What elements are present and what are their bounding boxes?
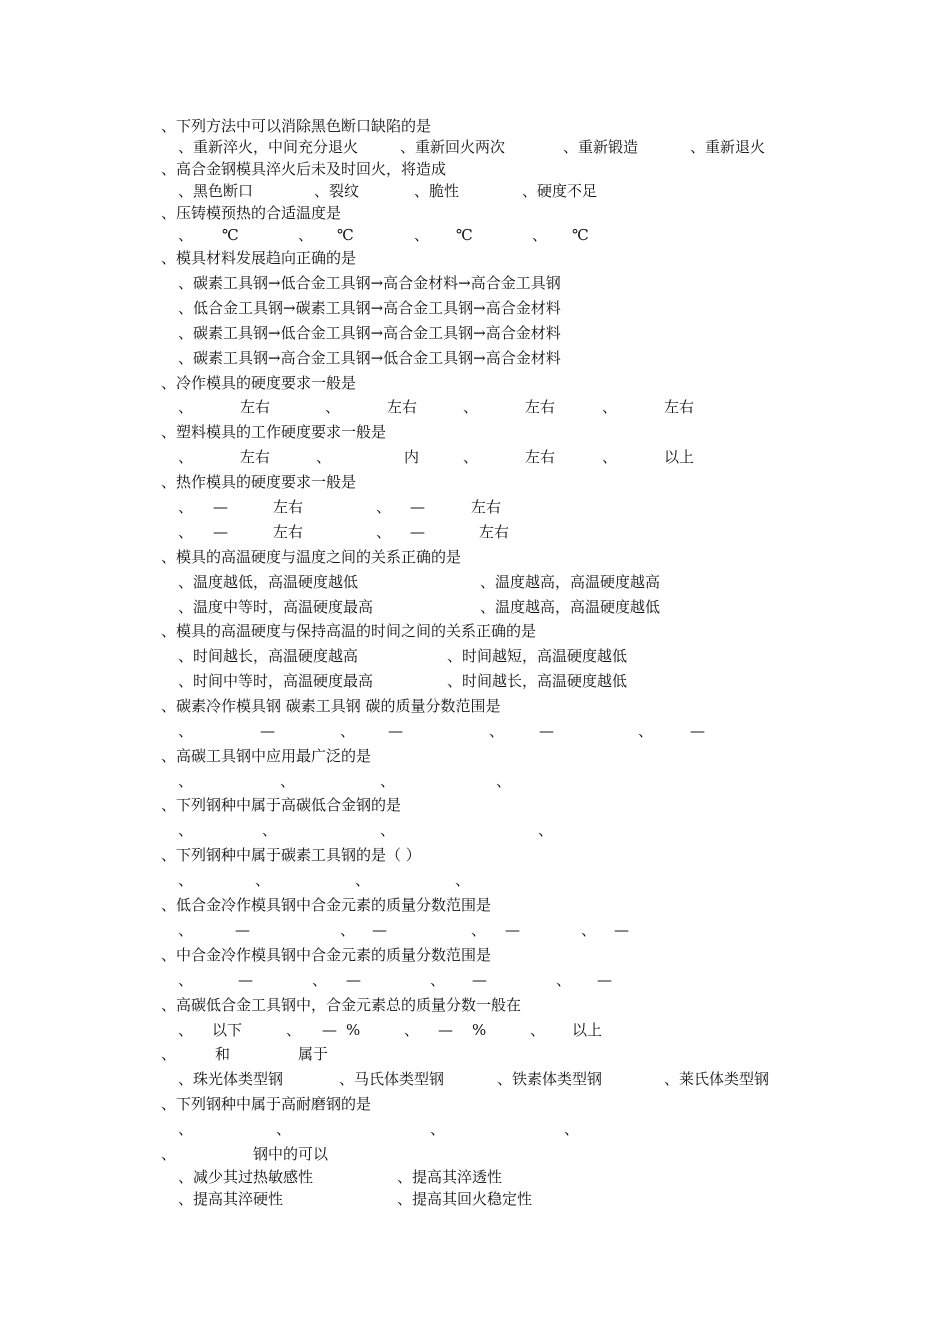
option: 、 xyxy=(316,448,332,466)
option: 左右 xyxy=(479,523,510,541)
option: % xyxy=(472,1021,487,1039)
option: 以下 xyxy=(212,1021,243,1039)
option: 、时间越长，高温硬度越高 xyxy=(178,647,359,665)
question-stem: 、下列钢种中属于碳素工具钢的是（ ） xyxy=(161,846,421,864)
option: 左右 xyxy=(387,398,418,416)
option: 、黑色断口 xyxy=(178,182,254,200)
option: 、重新回火两次 xyxy=(400,138,506,156)
option: 、 xyxy=(178,722,194,740)
question-stem: 、热作模具的硬度要求一般是 xyxy=(161,473,357,491)
option: 、 xyxy=(178,1021,194,1039)
option: 、 xyxy=(376,498,392,516)
option: 左右 xyxy=(240,398,271,416)
option: 、 xyxy=(489,722,505,740)
question-stem: 可以 xyxy=(298,1145,329,1163)
option: 、莱氏体类型钢 xyxy=(664,1070,770,1088)
option: 左右 xyxy=(664,398,695,416)
option: 、 xyxy=(638,722,654,740)
option: 、 xyxy=(298,226,314,244)
question-stem: 钢中的 xyxy=(253,1145,299,1163)
option: — xyxy=(472,971,487,989)
question-stem: 和 xyxy=(215,1045,231,1063)
option: 、 xyxy=(262,821,278,839)
option: 、 xyxy=(178,448,194,466)
question-stem: 、高碳低合金工具钢中，合金元素总的质量分数一般在 xyxy=(161,996,522,1014)
option: 、 xyxy=(255,871,271,889)
question-stem: 、 xyxy=(161,1145,177,1163)
option: — xyxy=(388,722,403,740)
option: 、 xyxy=(178,921,194,939)
option: — xyxy=(410,498,425,516)
option: 、温度越低，高温硬度越低 xyxy=(178,573,359,591)
option: — xyxy=(260,722,275,740)
option: 、 xyxy=(471,921,487,939)
option: 、碳素工具钢→低合金工具钢→高合金工具钢→高合金材料 xyxy=(178,324,561,342)
question-stem: 、模具的高温硬度与保持高温的时间之间的关系正确的是 xyxy=(161,622,537,640)
option: 、 xyxy=(276,1120,292,1138)
option: 、 xyxy=(376,523,392,541)
question-stem: 、模具的高温硬度与温度之间的关系正确的是 xyxy=(161,548,462,566)
option: 、温度中等时，高温硬度最高 xyxy=(178,598,374,616)
option: 、 xyxy=(178,498,194,516)
option: — xyxy=(346,971,361,989)
option: 、 xyxy=(178,772,194,790)
question-stem: 、下列方法中可以消除黑色断口缺陷的是 xyxy=(161,117,432,135)
option: 、重新淬火，中间充分退火 xyxy=(178,138,359,156)
option: 、低合金工具钢→碳素工具钢→高合金工具钢→高合金材料 xyxy=(178,299,561,317)
option: — xyxy=(372,921,387,939)
question-stem: 、中合金冷作模具钢中合金元素的质量分数范围是 xyxy=(161,946,492,964)
option: — xyxy=(213,498,228,516)
option: 、 xyxy=(463,398,479,416)
option: 、重新锻造 xyxy=(563,138,639,156)
option: 、 xyxy=(414,226,430,244)
option: 、硬度不足 xyxy=(522,182,598,200)
option: 左右 xyxy=(471,498,502,516)
option: 、 xyxy=(602,448,618,466)
option: 、 xyxy=(178,971,194,989)
question-stem: 、高碳工具钢中应用最广泛的是 xyxy=(161,747,372,765)
option: 、 xyxy=(178,1120,194,1138)
option: 、 xyxy=(178,398,194,416)
option-unit: ℃ xyxy=(456,226,473,244)
option: 、时间越短，高温硬度越低 xyxy=(447,647,628,665)
option-unit: ℃ xyxy=(572,226,589,244)
option: 、 xyxy=(532,226,548,244)
option: 左右 xyxy=(240,448,271,466)
option: 、 xyxy=(581,921,597,939)
option: 、提高其回火稳定性 xyxy=(397,1190,533,1208)
question-stem: 、低合金冷作模具钢中合金元素的质量分数范围是 xyxy=(161,896,492,914)
option: — xyxy=(539,722,554,740)
option: 、 xyxy=(530,1021,546,1039)
option: 、 xyxy=(340,921,356,939)
option: — xyxy=(438,1021,453,1039)
option: 、裂纹 xyxy=(314,182,360,200)
option: 、 xyxy=(340,722,356,740)
option: 、马氏体类型钢 xyxy=(339,1070,445,1088)
option: 、 xyxy=(380,772,396,790)
option: 以上 xyxy=(664,448,695,466)
option: 、 xyxy=(355,871,371,889)
option: 左右 xyxy=(273,498,304,516)
question-stem: 、 xyxy=(161,1045,177,1063)
option: 、 xyxy=(430,971,446,989)
option: 、提高其淬硬性 xyxy=(178,1190,284,1208)
option: 、时间中等时，高温硬度最高 xyxy=(178,672,374,690)
option: 、脆性 xyxy=(414,182,460,200)
option: 、时间越长，高温硬度越低 xyxy=(447,672,628,690)
option: 、珠光体类型钢 xyxy=(178,1070,284,1088)
option-unit: ℃ xyxy=(222,226,239,244)
option-unit: ℃ xyxy=(337,226,354,244)
option: — xyxy=(505,921,520,939)
option: 左右 xyxy=(273,523,304,541)
option: — xyxy=(690,722,705,740)
option: 、提高其淬透性 xyxy=(397,1168,503,1186)
option: 、温度越高，高温硬度越低 xyxy=(480,598,661,616)
option: 、 xyxy=(404,1021,420,1039)
option: 、铁素体类型钢 xyxy=(497,1070,603,1088)
option: 、 xyxy=(280,772,296,790)
question-stem: 、塑料模具的工作硬度要求一般是 xyxy=(161,423,387,441)
option: % xyxy=(346,1021,361,1039)
option: 、 xyxy=(538,821,554,839)
option: 、 xyxy=(286,1021,302,1039)
option: 左右 xyxy=(525,448,556,466)
option: — xyxy=(597,971,612,989)
option: 、重新退火 xyxy=(690,138,766,156)
option: 、碳素工具钢→低合金工具钢→高合金材料→高合金工具钢 xyxy=(178,274,561,292)
option: 、 xyxy=(178,523,194,541)
option: 以上 xyxy=(572,1021,603,1039)
option: 、 xyxy=(564,1120,580,1138)
option: 、 xyxy=(496,772,512,790)
option: — xyxy=(213,523,228,541)
option: 、 xyxy=(325,398,341,416)
option: 内 xyxy=(404,448,420,466)
option: — xyxy=(322,1021,337,1039)
question-stem: 、高合金钢模具淬火后未及时回火，将造成 xyxy=(161,160,447,178)
option: 、 xyxy=(430,1120,446,1138)
question-stem: 属于 xyxy=(298,1045,329,1063)
option: 、 xyxy=(178,821,194,839)
option: — xyxy=(614,921,629,939)
option: 、温度越高，高温硬度越高 xyxy=(480,573,661,591)
option: 、 xyxy=(380,821,396,839)
option: 、 xyxy=(602,398,618,416)
option: 、减少其过热敏感性 xyxy=(178,1168,314,1186)
option: 、 xyxy=(312,971,328,989)
option: — xyxy=(235,921,250,939)
option: — xyxy=(238,971,253,989)
option: 、 xyxy=(556,971,572,989)
question-stem: 、模具材料发展趋向正确的是 xyxy=(161,249,357,267)
question-stem: 、下列钢种中属于高碳低合金钢的是 xyxy=(161,796,402,814)
option: 、 xyxy=(455,871,471,889)
option: 、 xyxy=(178,871,194,889)
option: 、 xyxy=(178,226,194,244)
option: 左右 xyxy=(525,398,556,416)
question-stem: 、下列钢种中属于高耐磨钢的是 xyxy=(161,1095,372,1113)
question-stem: 、压铸模预热的合适温度是 xyxy=(161,204,342,222)
option: 、 xyxy=(463,448,479,466)
question-stem: 、冷作模具的硬度要求一般是 xyxy=(161,374,357,392)
option: — xyxy=(410,523,425,541)
option: 、碳素工具钢→高合金工具钢→低合金工具钢→高合金材料 xyxy=(178,349,561,367)
question-stem: 、碳素冷作模具钢 碳素工具钢 碳的质量分数范围是 xyxy=(161,697,501,715)
